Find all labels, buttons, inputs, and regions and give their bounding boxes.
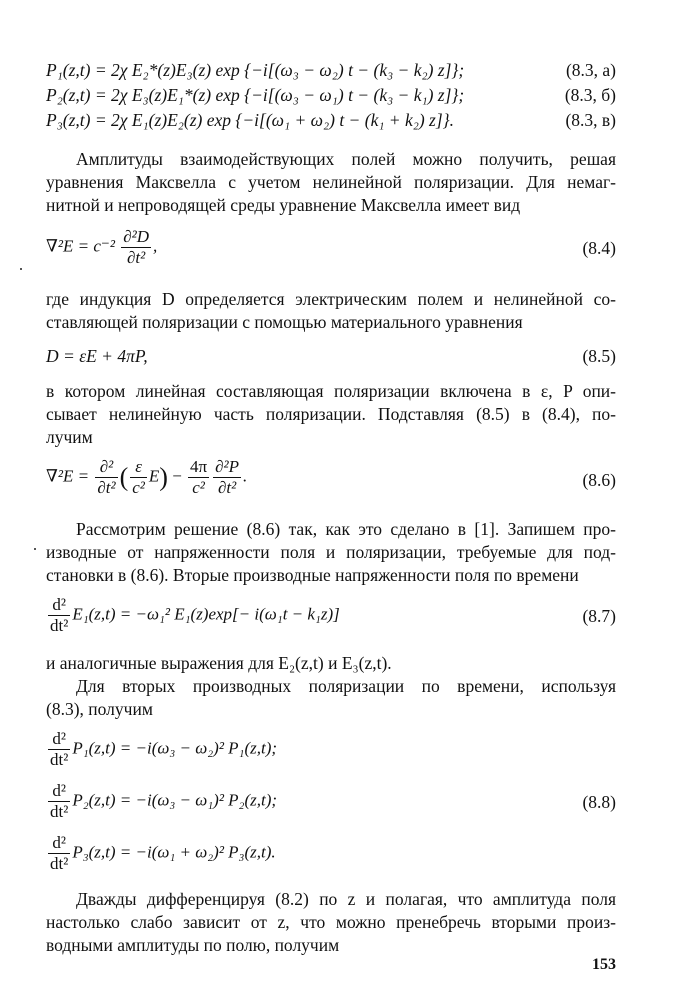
text-line: Рассмотрим решение (8.6) так, как это сделано в [1]. Запишем про- (76, 519, 616, 539)
inner-term: E (148, 466, 160, 486)
text-line: (8.3), получим (46, 699, 153, 719)
text-line: и аналогичные выражения для E₂(z,t) и E₃(z,t). (46, 653, 392, 673)
text-line: лучим (46, 427, 93, 447)
fraction (130, 458, 147, 497)
denominator: dt² (50, 854, 69, 873)
numerator: 4π (190, 457, 208, 476)
equation-text: P₁(z,t) = 2χ E₂*(z)E₃(z) exp {−i[(ω₃ − ω₂) t − (k₃ − k₂) z]}; (46, 60, 465, 80)
equation-lhs: ∇²E = c⁻² (46, 236, 115, 256)
numerator: ∂²D (123, 227, 149, 246)
equation-text: P₂(z,t) = 2χ E₃(z)E₁*(z) exp {−i[(ω₃ − ω₁) t − (k₃ − k₁) z]}; (46, 85, 465, 105)
fraction (48, 596, 70, 635)
equation-8-3-c (46, 110, 616, 131)
page-number: 153 (592, 956, 616, 973)
denominator: dt² (50, 750, 69, 769)
equation-number: (8.3, а) (565, 60, 616, 80)
text-line: Дважды дифференцируя (8.2) по z и полагая, что амплитуда поля (76, 889, 616, 909)
paragraph-1 (46, 148, 616, 217)
paragraph-2 (46, 288, 616, 334)
fraction (95, 458, 117, 497)
text-line: сывает нелинейную часть поляризации. Подставляя (8.5) в (8.4), по- (46, 404, 616, 424)
equation-number: (8.3, в) (565, 110, 616, 130)
equation-number: (8.8) (582, 792, 616, 812)
paragraph-7 (46, 888, 616, 957)
paragraph-3 (46, 380, 616, 449)
denominator: ∂t² (97, 478, 116, 497)
text-line: Для вторых производных поляризации по времени, используя (76, 676, 616, 696)
equation-rhs: E₁(z,t) = −ω₁² E₁(z)exp[− i(ω₁t − k₁z)] (72, 604, 340, 624)
text-line: изводные от напряженности поля и поляризации, требуемые для под- (46, 542, 616, 562)
paragraph-6 (46, 675, 616, 721)
text-line: где индукция D определяется электрическим полем и нелинейной со- (46, 289, 616, 309)
equation-text: P₃(z,t) = 2χ E₁(z)E₂(z) exp {−i[(ω₁ + ω₂) t − (k₁ + k₂) z]}. (46, 110, 455, 130)
numerator: d² (48, 782, 70, 802)
denominator: c² (192, 478, 205, 497)
equation-8-3-a (46, 60, 616, 81)
minus-sign: − (172, 466, 182, 486)
numerator: d² (48, 730, 70, 750)
equation-number: (8.5) (582, 346, 616, 366)
text-line: настолько слабо зависит от z, что можно пренебречь вторыми произ- (46, 912, 616, 932)
equation-number: (8.4) (582, 238, 616, 258)
denominator: dt² (50, 802, 69, 821)
denominator: c² (132, 478, 145, 497)
scan-speck (34, 548, 36, 550)
equation-8-8-line-2 (46, 782, 277, 821)
paragraph-4 (46, 518, 616, 587)
numerator: d² (48, 596, 70, 616)
paragraph-5 (46, 652, 616, 675)
equation-number: (8.7) (582, 606, 616, 626)
text-line: уравнения Максвелла с учетом нелинейной поляризации. Для немаг- (46, 172, 616, 192)
equation-8-4 (46, 228, 157, 267)
paren-close: ) (159, 462, 168, 492)
equation-rhs: P₂(z,t) = −i(ω₃ − ω₁)² P₂(z,t); (72, 790, 278, 810)
text-line: в котором линейная составляющая поляризации включена в ε, P опи- (46, 381, 616, 401)
numerator: ∂²P (215, 457, 240, 476)
text-line: водными амплитуды по полю, получим (46, 935, 340, 955)
equation-number: (8.6) (582, 470, 616, 490)
equation-8-7 (46, 596, 340, 635)
equation-number: (8.3, б) (564, 85, 616, 105)
equation-8-8-line-1 (46, 730, 277, 769)
text-line: нитной и непроводящей среды уравнение Максвелла имеет вид (46, 195, 521, 215)
numerator: d² (48, 834, 70, 854)
text-line: Амплитуды взаимодействующих полей можно получить, решая (76, 149, 616, 169)
denominator: ∂t² (126, 248, 146, 267)
equation-8-5 (46, 346, 148, 367)
numerator: ε (130, 458, 147, 478)
paren-open: ( (119, 462, 129, 492)
text-line: становки в (8.6). Вторые производные напряженности поля по времени (46, 565, 579, 585)
fraction (48, 834, 70, 873)
equation-lhs: ∇²E = (46, 466, 90, 486)
fraction (213, 458, 241, 497)
fraction (121, 228, 151, 267)
fraction (48, 730, 70, 769)
text-line: ставляющей поляризации с помощью материального уравнения (46, 312, 523, 332)
equation-tail: . (243, 466, 248, 486)
numerator: ∂² (95, 458, 117, 478)
equation-8-8-line-3 (46, 834, 276, 873)
equation-rhs: P₃(z,t) = −i(ω₁ + ω₂)² P₃(z,t). (72, 842, 276, 862)
scan-speck (20, 268, 22, 270)
equation-rhs: P₁(z,t) = −i(ω₃ − ω₂)² P₁(z,t); (72, 738, 278, 758)
fraction (48, 782, 70, 821)
equation-text: D = εE + 4πP, (46, 346, 148, 366)
equation-8-3-b (46, 85, 616, 106)
denominator: ∂t² (217, 478, 237, 497)
equation-8-6 (46, 458, 247, 497)
equation-tail: , (152, 236, 158, 256)
denominator: dt² (50, 616, 69, 635)
fraction (188, 458, 209, 497)
